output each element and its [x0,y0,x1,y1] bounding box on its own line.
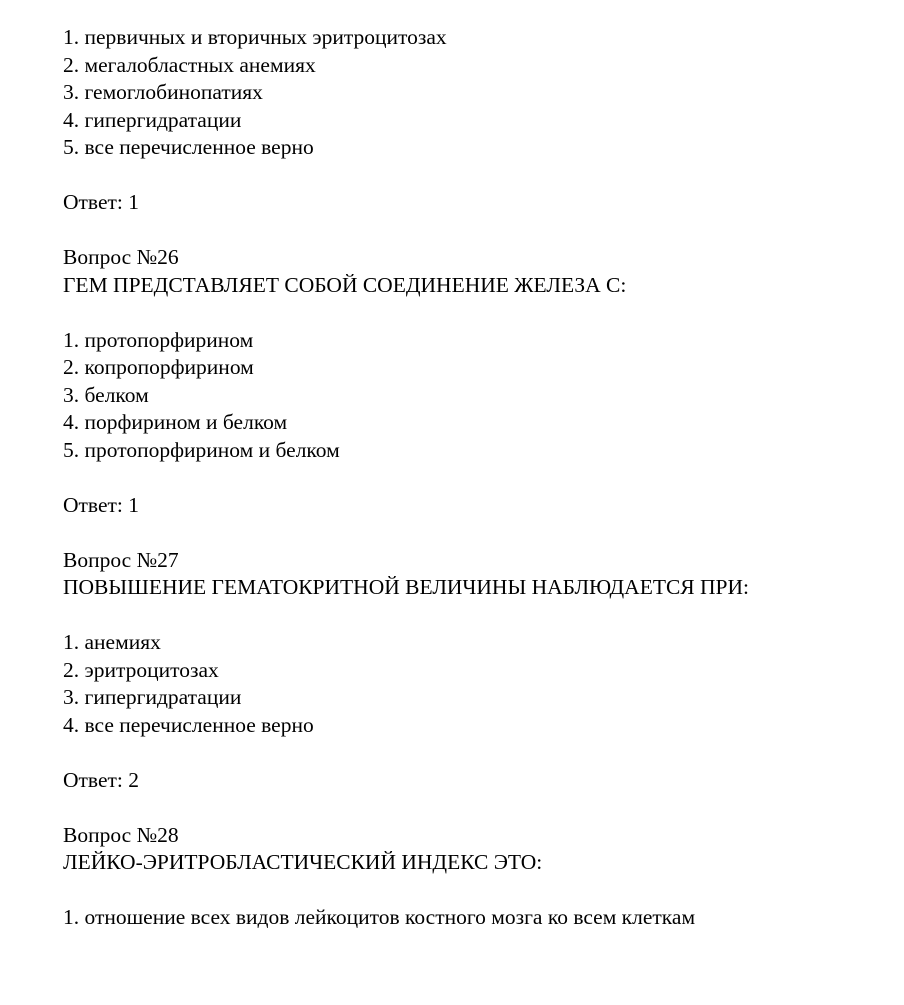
answer-text: Ответ: 2 [63,767,139,792]
options-list [63,904,893,932]
option-item: 5. протопорфирином и белком [63,437,340,462]
option-item: 3. гемоглобинопатиях [63,80,263,104]
option-item: 4. все перечисленное верно [63,712,314,737]
question-number: Вопрос №28 [63,822,179,847]
option-item: 2. эритроцитозах [63,657,219,682]
answer-text: Ответ: 1 [63,492,139,517]
option-item: 3. гипергидратации [63,685,242,709]
answer-text: Ответ: 1 [63,190,139,214]
option-item: 3. белком [63,382,149,407]
lead-options-list [63,24,893,162]
option-item: 4. гипергидратации [63,107,242,132]
options-list [63,327,893,465]
question-text: ПОВЫШЕНИЕ ГЕМАТОКРИТНОЙ ВЕЛИЧИНЫ НАБЛЮДАЕТСЯ ПРИ: [63,575,750,599]
question-text: ЛЕЙКО-ЭРИТРОБЛАСТИЧЕСКИЙ ИНДЕКС ЭТО: [63,850,543,874]
option-item: 2. копропорфирином [63,355,254,379]
option-item: 2. мегалобластных анемиях [63,52,316,77]
option-item: 1. первичных и вторичных эритроцитозах [63,25,447,49]
question-number: Вопрос №27 [63,547,179,572]
option-item: 4. порфирином и белком [63,410,288,434]
option-item: 1. отношение всех видов лейкоцитов костного мозга ко всем клеткам [63,905,696,929]
options-list [63,629,893,739]
question-block-28 [63,822,893,932]
question-text: ГЕМ ПРЕДСТАВЛЯЕТ СОБОЙ СОЕДИНЕНИЕ ЖЕЛЕЗА С: [63,272,627,297]
option-item: 1. протопорфирином [63,327,254,352]
option-item: 5. все перечисленное верно [63,135,314,159]
question-block-27 [63,547,893,822]
document-page [63,24,893,932]
question-number: Вопрос №26 [63,245,179,269]
question-block-26 [63,244,893,547]
option-item: 1. анемиях [63,630,161,654]
